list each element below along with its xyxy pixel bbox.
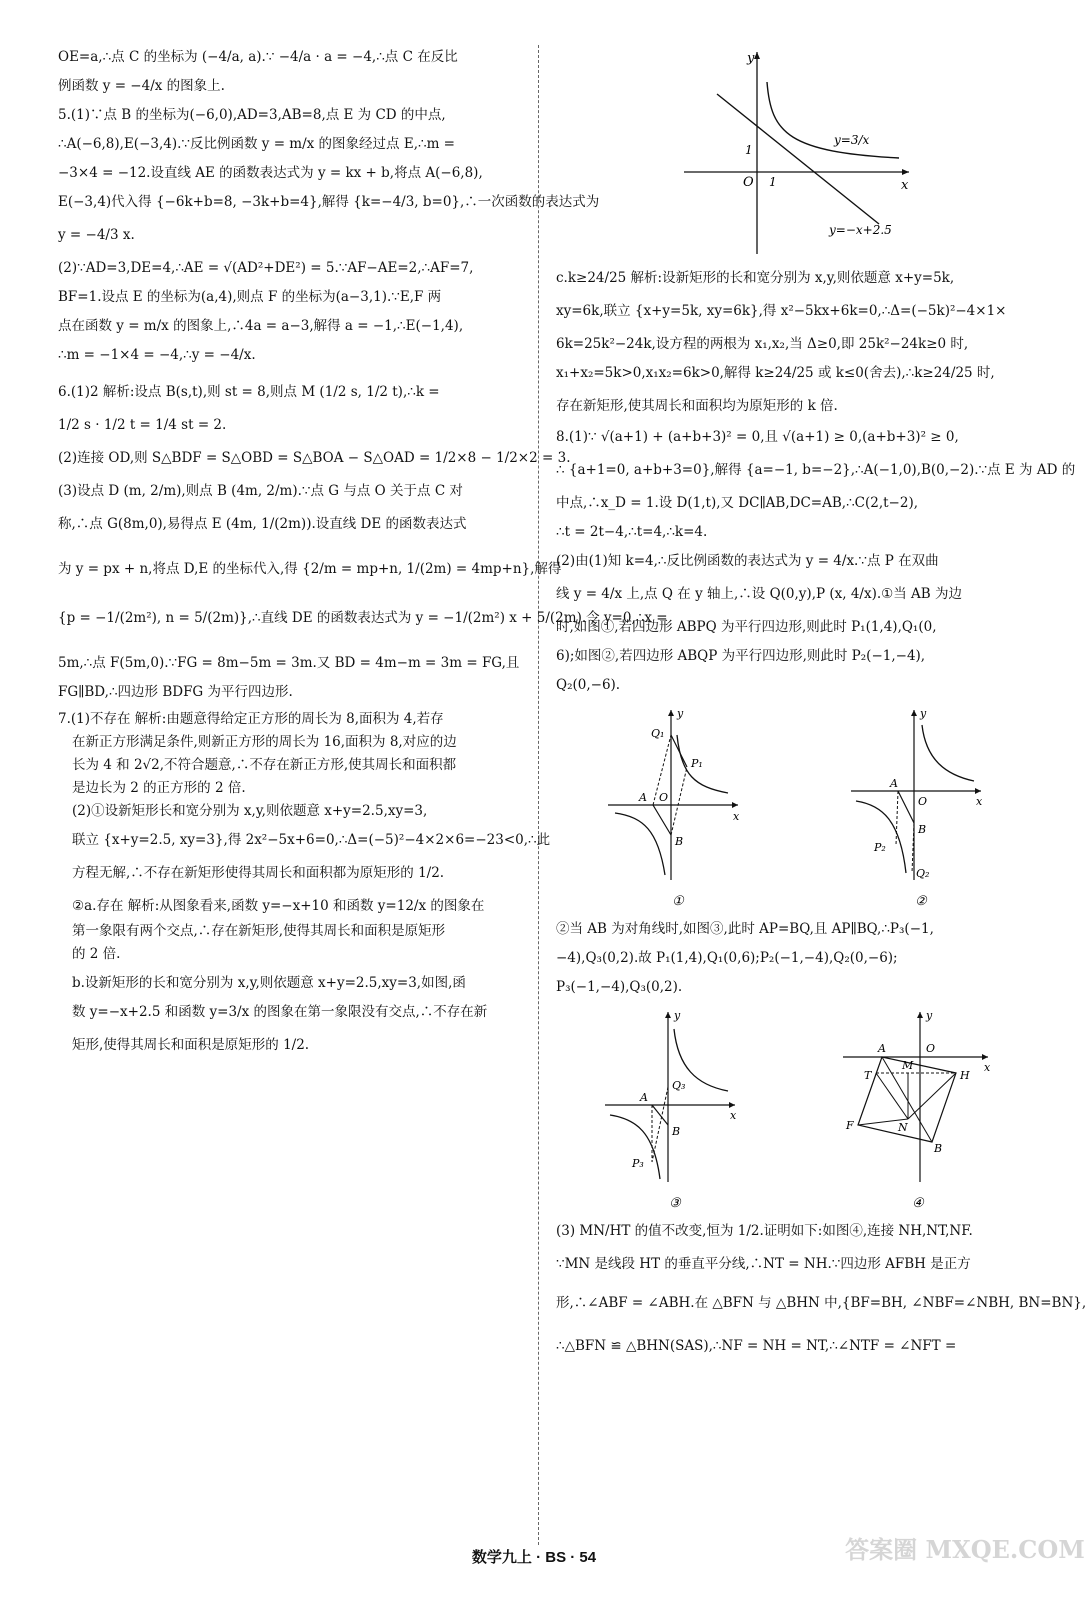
text-line: 8.(1)∵ √(a+1) + (a+b+3)² = 0,且 √(a+1) ≥ 0,(a+b+3)² ≥ 0, xyxy=(556,429,959,445)
text-line: (3)设点 D (m, 2/m),则点 B (4m, 2/m).∵点 G 与点 O 关于点 C 对 xyxy=(58,483,463,499)
text-line: ∵MN 是线段 HT 的垂直平分线,∴NT = NH.∵四边形 AFBH 是正方 xyxy=(556,1256,971,1272)
text-line: 点在函数 y = m/x 的图象上,∴4a = a−3,解得 a = −1,∴E(−1,4), xyxy=(58,318,464,334)
point-label: A xyxy=(640,1091,648,1104)
text-line: (2)由(1)知 k=4,∴反比例函数的表达式为 y = 4/x.∵点 P 在双曲 xyxy=(556,553,939,569)
line-label: y=−x+2.5 xyxy=(829,223,892,237)
axis-y-label: y xyxy=(926,1009,933,1022)
text-line: ②当 AB 为对角线时,如图③,此时 AP=BQ,且 AP∥BQ,∴P₃(−1, xyxy=(556,921,934,937)
text-line: (2)连接 OD,则 S△BDF = S△OBD = S△BOA − S△OAD = 1/2×8 − 1/2×2 = 3. xyxy=(58,450,571,466)
point-label: H xyxy=(960,1069,970,1082)
figures-row-1 xyxy=(556,705,1042,910)
text-line: ∴A(−6,8),E(−3,4).∵反比例函数 y = m/x 的图象经过点 E,∴m = xyxy=(58,136,455,152)
text-line: 在新正方形满足条件,则新正方形的周长为 16,面积为 8,对应的边 xyxy=(72,734,457,750)
axis-y-label: y xyxy=(747,51,755,66)
text-line: ∴△BFN ≌ △BHN(SAS),∴NF = NH = NT,∴∠NTF = ∠NFT = xyxy=(556,1338,957,1354)
watermark-text: 答案圈 MXQE.COM xyxy=(845,1535,1085,1564)
axis-x-label: x xyxy=(901,178,909,193)
text-line: 线 y = 4/x 上,点 Q 在 y 轴上,∴设 Q(0,y),P (x, 4/x).①当 AB 为边 xyxy=(556,586,962,602)
figure-1 xyxy=(603,705,753,910)
text-line: 时,如图①,若四边形 ABPQ 为平行四边形,则此时 P₁(1,4),Q₁(0, xyxy=(556,619,937,635)
text-line: ∴t = 2t−4,∴t=4,∴k=4. xyxy=(556,524,708,540)
figure-number: ④ xyxy=(912,1196,924,1211)
text-line: FG∥BD,∴四边形 BDFG 为平行四边形. xyxy=(58,684,293,700)
text-line: 联立 {x+y=2.5, xy=3},得 2x²−5x+6=0,∴Δ=(−5)²−4×2×6=−23<0,∴此 xyxy=(72,832,551,848)
text-line: y = −4/3 x. xyxy=(58,227,135,243)
text-line: 6.(1)2 解析:设点 B(s,t),则 st = 8,则点 M (1/2 s, 1/2 t),∴k = xyxy=(58,384,440,400)
text-line: (3) MN/HT 的值不改变,恒为 1/2.证明如下:如图④,连接 NH,NT,NF. xyxy=(556,1223,973,1239)
point-label: P₂ xyxy=(873,841,886,854)
point-label: B xyxy=(917,823,926,836)
figure-number: ② xyxy=(914,894,927,909)
page-footer: 数学九上 · BS · 54 xyxy=(471,1549,597,1566)
figures-row-2 xyxy=(556,1007,1042,1212)
point-label: A xyxy=(638,791,647,804)
text-line: Q₂(0,−6). xyxy=(556,677,621,693)
tick-label: 1 xyxy=(769,175,777,189)
text-line: 形,∴∠ABF = ∠ABH.在 △BFN 与 △BHN 中,{BF=BH, ∠NBF=∠NBH, BN=BN}, xyxy=(556,1295,1086,1311)
text-line: 例函数 y = −4/x 的图象上. xyxy=(58,78,225,94)
text-line: x₁+x₂=5k>0,x₁x₂=6k>0,解得 k≥24/25 或 k≤0(舍去),∴k≥24/25 时, xyxy=(556,365,995,381)
point-label: N xyxy=(898,1121,908,1134)
text-line: −4),Q₃(0,2).故 P₁(1,4),Q₁(0,6);P₂(−1,−4),Q₂(0,−6); xyxy=(556,950,898,966)
point-label: Q₁ xyxy=(650,727,664,740)
point-label: F xyxy=(846,1119,854,1132)
text-line: 第一象限有两个交点,∴存在新矩形,使得其周长和面积是原矩形 xyxy=(72,923,446,939)
text-line: BF=1.设点 E 的坐标为(a,4),则点 F 的坐标为(a−3,1).∵E,F 两 xyxy=(58,289,442,305)
text-line: ∴ {a+1=0, a+b+3=0},解得 {a=−1, b=−2},∴A(−1,0),B(0,−2).∵点 E 为 AD 的 xyxy=(556,462,1076,478)
text-line: 7.(1)不存在 解析:由题意得给定正方形的周长为 8,面积为 4,若存 xyxy=(58,711,444,727)
figure-graph-top xyxy=(679,44,919,259)
text-line: 中点,∴x_D = 1.设 D(1,t),又 DC∥AB,DC=AB,∴C(2,t−2), xyxy=(556,495,919,511)
point-label: A xyxy=(878,1042,886,1055)
text-line: 存在新矩形,使其周长和面积均为原矩形的 k 倍. xyxy=(556,398,838,414)
text-line: 5.(1)∵点 B 的坐标为(−6,0),AD=3,AB=8,点 E 为 CD 的中点, xyxy=(58,107,446,123)
text-line: (2)∵AD=3,DE=4,∴AE = √(AD²+DE²) = 5.∵AF−AE=2,∴AF=7, xyxy=(58,260,474,276)
point-label: T xyxy=(864,1069,872,1082)
point-label: Q₂ xyxy=(915,867,929,880)
figure-2 xyxy=(846,705,996,910)
text-line: (2)①设新矩形长和宽分别为 x,y,则依题意 x+y=2.5,xy=3, xyxy=(72,803,428,819)
text-line: −3×4 = −12.设直线 AE 的函数表达式为 y = kx + b,将点 A(−6,8), xyxy=(58,165,483,181)
text-line: OE=a,∴点 C 的坐标为 (−4/a, a).∵ −4/a · a = −4,∴点 C 在反比 xyxy=(58,49,458,65)
column-divider xyxy=(538,45,539,1545)
axis-y-label: y xyxy=(674,1009,681,1022)
point-label: B xyxy=(674,835,683,848)
point-label: O xyxy=(658,791,668,804)
axis-x-label: x xyxy=(730,1109,737,1122)
point-label: P₃ xyxy=(632,1157,644,1170)
text-line: P₃(−1,−4),Q₃(0,2). xyxy=(556,979,683,995)
right-column xyxy=(556,40,1086,1366)
text-line: ∴m = −1×4 = −4,∴y = −4/x. xyxy=(58,347,256,363)
curve-label: y=3/x xyxy=(834,133,870,147)
watermark-logo xyxy=(845,1530,1085,1592)
point-label: A xyxy=(889,777,898,790)
text-line: 6);如图②,若四边形 ABQP 为平行四边形,则此时 P₂(−1,−4), xyxy=(556,648,926,664)
text-line: 为 y = px + n,将点 D,E 的坐标代入,得 {2/m = mp+n, 1/(2m) = 4mp+n},解得 xyxy=(58,561,562,577)
point-label: Q₃ xyxy=(672,1079,686,1092)
figure-3 xyxy=(600,1007,750,1212)
origin-label: O xyxy=(743,175,754,190)
text-line: 称,∴点 G(8m,0),易得点 E (4m, 1/(2m)).设直线 DE 的函数表达式 xyxy=(58,516,467,532)
figure-4 xyxy=(838,1007,998,1212)
axis-x-label: x xyxy=(975,795,982,808)
tick-label: 1 xyxy=(745,143,753,157)
text-line: {p = −1/(2m²), n = 5/(2m)},∴直线 DE 的函数表达式为 y = −1/(2m²) x + 5/(2m).令 y=0,∴x = xyxy=(58,610,668,626)
text-line: 矩形,使得其周长和面积是原矩形的 1/2. xyxy=(72,1037,310,1053)
point-label: B xyxy=(934,1142,943,1155)
point-label: O xyxy=(926,1042,936,1055)
text-line: 是边长为 2 的正方形的 2 倍. xyxy=(72,780,246,796)
figure-number: ① xyxy=(671,894,684,909)
axis-y-label: y xyxy=(676,707,683,720)
text-line: b.设新矩形的长和宽分别为 x,y,则依题意 x+y=2.5,xy=3,如图,函 xyxy=(72,975,466,991)
text-line: 5m,∴点 F(5m,0).∵FG = 8m−5m = 3m.又 BD = 4m−m = 3m = FG,且 xyxy=(58,655,520,671)
text-line: 1/2 s · 1/2 t = 1/4 st = 2. xyxy=(58,417,227,433)
point-label: P₁ xyxy=(690,757,703,770)
text-line: ②a.存在 解析:从图象看来,函数 y=−x+10 和函数 y=12/x 的图象在 xyxy=(72,898,485,914)
text-line: 数 y=−x+2.5 和函数 y=3/x 的图象在第一象限没有交点,∴不存在新 xyxy=(72,1004,488,1020)
point-label: B xyxy=(672,1125,681,1138)
point-label: O xyxy=(917,795,927,808)
text-line: xy=6k,联立 {x+y=5k, xy=6k},得 x²−5kx+6k=0,∴Δ=(−5k)²−4×1× xyxy=(556,303,1007,319)
text-line: c.k≥24/25 解析:设新矩形的长和宽分别为 x,y,则依题意 x+y=5k, xyxy=(556,270,955,286)
text-line: E(−3,4)代入得 {−6k+b=8, −3k+b=4},解得 {k=−4/3, b=0},∴一次函数的表达式为 xyxy=(58,194,600,210)
text-line: 6k=25k²−24k,设方程的两根为 x₁,x₂,当 Δ≥0,即 25k²−24k≥0 时, xyxy=(556,336,969,352)
axis-x-label: x xyxy=(984,1061,991,1074)
figure-number: ③ xyxy=(669,1196,681,1211)
text-line: 长为 4 和 2√2,不符合题意,∴不存在新正方形,使其周长和面积都 xyxy=(72,757,457,773)
text-line: 的 2 倍. xyxy=(72,946,121,962)
point-label: M xyxy=(902,1059,914,1072)
axis-y-label: y xyxy=(919,707,926,720)
text-line: 方程无解,∴不存在新矩形使得其周长和面积都为原矩形的 1/2. xyxy=(72,865,445,881)
axis-x-label: x xyxy=(732,810,739,823)
